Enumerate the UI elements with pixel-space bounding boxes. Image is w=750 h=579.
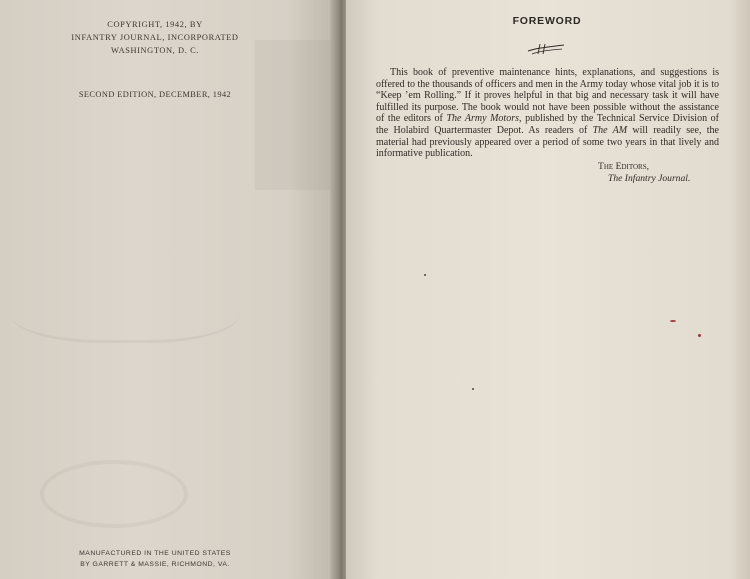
paper-speck bbox=[698, 334, 701, 337]
flourish-ornament-icon bbox=[526, 42, 566, 56]
edition-notice: SECOND EDITION, DECEMBER, 1942 bbox=[78, 90, 232, 99]
right-page bbox=[346, 0, 750, 579]
publication-title: The Army Motors, bbox=[446, 113, 522, 125]
copyright-line: WASHINGTON, D. C. bbox=[111, 46, 199, 55]
show-through-shape bbox=[40, 460, 188, 528]
paper-speck bbox=[424, 274, 426, 276]
copyright-line: INFANTRY JOURNAL, INCORPORATED bbox=[71, 33, 239, 42]
imprint-line: BY GARRETT & MASSIE, RICHMOND, VA. bbox=[80, 561, 230, 568]
paragraph-text: will readily see, the material had previously appeared over a period of some two years in that lively and informative publication. bbox=[376, 124, 719, 160]
foreword-heading: FOREWORD bbox=[512, 15, 582, 27]
left-page bbox=[0, 0, 338, 579]
paper-speck bbox=[670, 320, 676, 322]
imprint-line: MANUFACTURED IN THE UNITED STATES bbox=[79, 550, 231, 557]
signature-line: The Editors, bbox=[598, 161, 650, 172]
printer-imprint bbox=[30, 548, 280, 570]
copyright-line: COPYRIGHT, 1942, BY bbox=[107, 20, 203, 29]
copyright-notice bbox=[40, 18, 270, 57]
show-through-shape bbox=[255, 40, 335, 190]
publication-title: The AM bbox=[592, 124, 628, 136]
paragraph-text: This book of preventive maintenance hints, explanations, and suggestions is offered to the thousands of officers and men in the Army today whose vital job it is to “Keep ’em Rolling.” If it proves helpful in that big and necessary task it will have fulfilled its purpose. The book would not have been possible without the assistance of the editors of bbox=[376, 67, 719, 125]
paragraph-text: published by the Technical Service Division of the Holabird Quartermaster Depot. As readers of bbox=[376, 113, 719, 136]
signature-line: The Infantry Journal. bbox=[608, 172, 691, 184]
foreword-paragraph bbox=[376, 67, 719, 160]
editors-signature bbox=[576, 161, 726, 184]
paper-speck bbox=[472, 388, 474, 390]
show-through-shape bbox=[10, 270, 240, 343]
